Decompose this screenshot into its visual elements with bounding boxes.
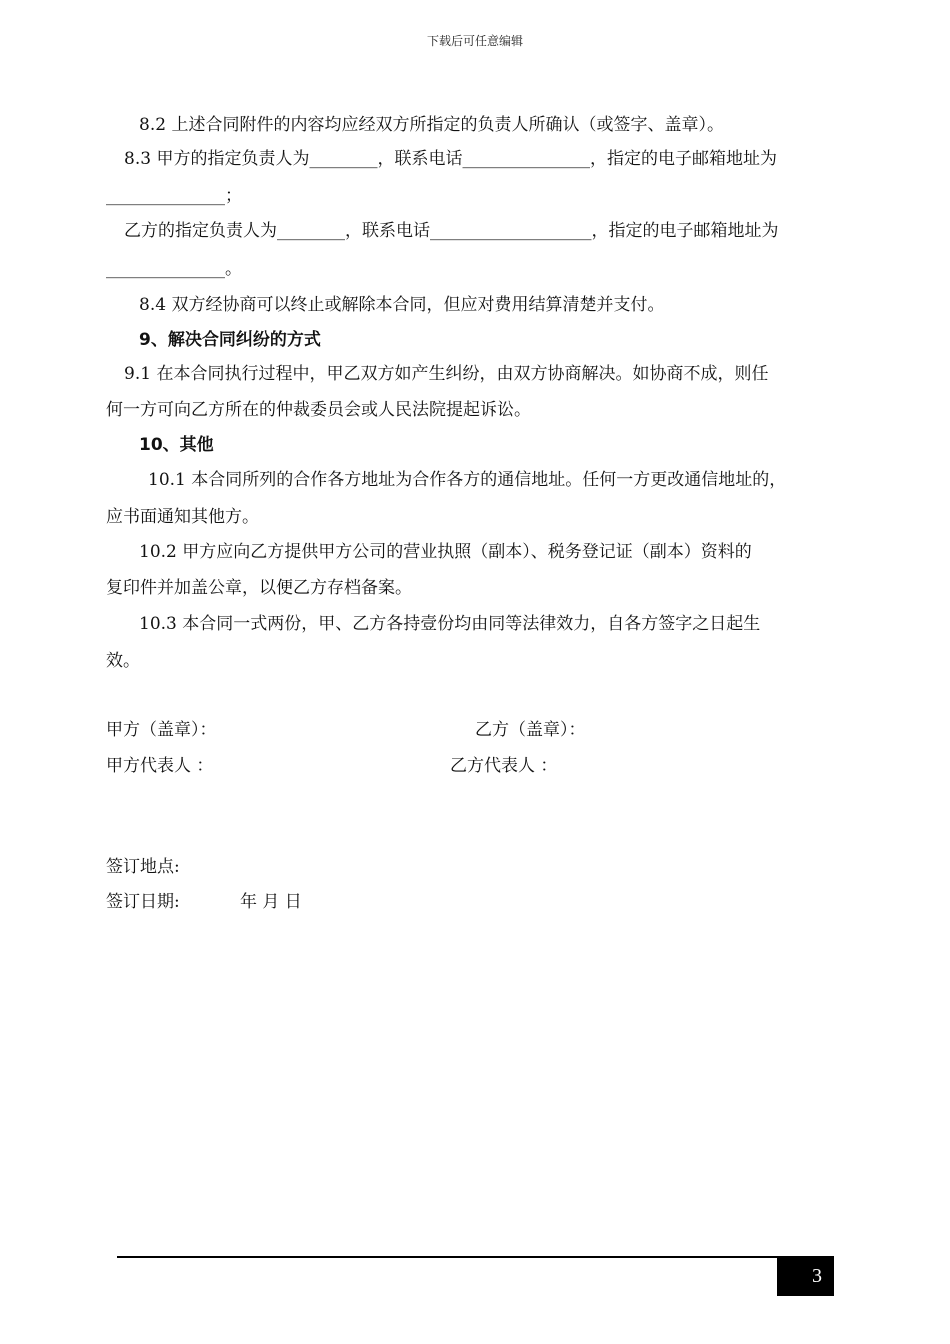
signing-date-label: 签订日期: bbox=[106, 892, 180, 912]
clause-8-3-line1: 8.3 甲方的指定负责人为________，联系电话_______________，指定的电子邮箱地址为 bbox=[124, 149, 777, 169]
party-a-representative-label: 甲方代表人 ： bbox=[106, 756, 214, 776]
clause-10-3-line1: 10.3 本合同一式两份，甲、乙方各持壹份均由同等法律效力，自各方签字之日起生 bbox=[139, 614, 761, 634]
party-b-representative-label: 乙方代表人 ： bbox=[450, 756, 558, 776]
page-number: 3 bbox=[777, 1256, 834, 1296]
clause-8-4: 8.4 双方经协商可以终止或解除本合同，但应对费用结算清楚并支付。 bbox=[139, 295, 665, 315]
party-a-seal-label: 甲方（盖章）： bbox=[106, 720, 217, 740]
clause-10-3-line2: 效。 bbox=[106, 651, 140, 671]
clause-9-1-line1: 9.1 在本合同执行过程中，甲乙双方如产生纠纷，由双方协商解决。如协商不成，则任 bbox=[124, 364, 769, 384]
party-b-seal-label: 乙方（盖章）： bbox=[475, 720, 586, 740]
clause-9-1-line2: 何一方可向乙方所在的仲裁委员会或人民法院提起诉讼。 bbox=[106, 400, 531, 420]
footer-rule bbox=[117, 1256, 779, 1258]
clause-8-3-line4: ______________。 bbox=[106, 259, 242, 279]
signing-place-label: 签订地点: bbox=[106, 857, 180, 877]
signing-date-units: 年 月 日 bbox=[240, 892, 302, 912]
page-header: 下载后可任意编辑 bbox=[426, 34, 523, 48]
clause-8-3-line2: ______________； bbox=[106, 186, 242, 206]
clause-10-2-line2: 复印件并加盖公章，以便乙方存档备案。 bbox=[106, 578, 412, 598]
clause-10-2-line1: 10.2 甲方应向乙方提供甲方公司的营业执照（副本）、税务登记证（副本）资料的 bbox=[139, 542, 752, 562]
section-heading-10: 10、其他 bbox=[139, 435, 214, 455]
section-heading-9: 9、解决合同纠纷的方式 bbox=[139, 330, 321, 350]
clause-8-2: 8.2 上述合同附件的内容均应经双方所指定的负责人所确认（或签字、盖章）。 bbox=[139, 115, 724, 135]
clause-8-3-line3: 乙方的指定负责人为________，联系电话___________________，指定的电子邮箱地址为 bbox=[124, 221, 779, 241]
clause-10-1-line1: 10.1 本合同所列的合作各方地址为合作各方的通信地址。任何一方更改通信地址的， bbox=[148, 470, 787, 490]
clause-10-1-line2: 应书面通知其他方。 bbox=[106, 507, 259, 527]
